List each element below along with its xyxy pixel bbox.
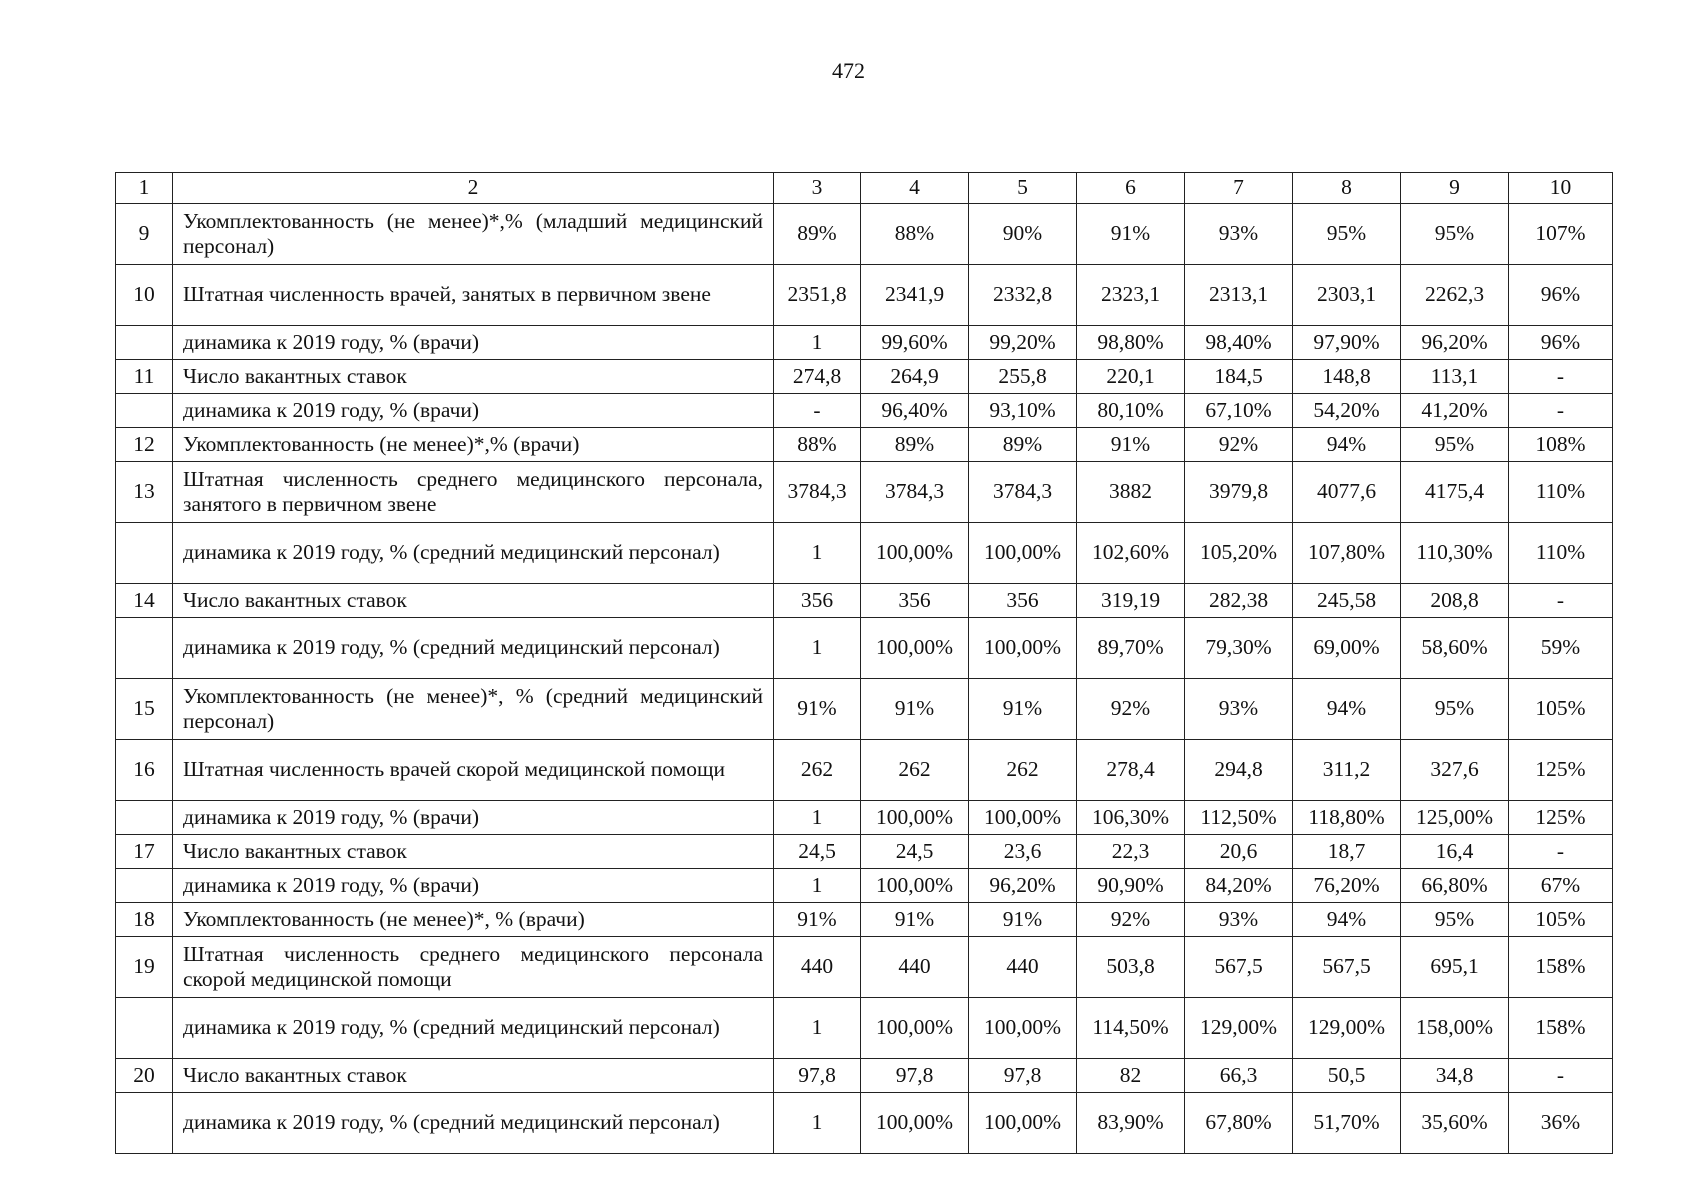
value-cell: 97,8 (861, 1059, 969, 1093)
table-row (116, 835, 1613, 869)
value-cell: 92% (1077, 903, 1185, 937)
value-cell: 184,5 (1185, 360, 1293, 394)
value-cell: 92% (1185, 428, 1293, 462)
value-cell: 102,60% (1077, 523, 1185, 584)
indicator-name-cell: динамика к 2019 году, % (врачи) (173, 394, 774, 428)
value-cell: 3979,8 (1185, 462, 1293, 523)
column-header: 2 (173, 173, 774, 204)
value-cell: 105,20% (1185, 523, 1293, 584)
table-row (116, 265, 1613, 326)
value-cell: 98,40% (1185, 326, 1293, 360)
value-cell: 2351,8 (774, 265, 861, 326)
value-cell: 440 (774, 937, 861, 998)
row-number-cell: 15 (116, 679, 173, 740)
indicator-name-cell: Число вакантных ставок (173, 1059, 774, 1093)
value-cell: 83,90% (1077, 1093, 1185, 1154)
table-row (116, 394, 1613, 428)
value-cell: 67,80% (1185, 1093, 1293, 1154)
value-cell: 95% (1401, 903, 1509, 937)
value-cell: 96% (1509, 265, 1613, 326)
value-cell: 567,5 (1185, 937, 1293, 998)
value-cell: 97,8 (774, 1059, 861, 1093)
value-cell: 3784,3 (774, 462, 861, 523)
value-cell: 69,00% (1293, 618, 1401, 679)
value-cell: 97,90% (1293, 326, 1401, 360)
table-row (116, 1059, 1613, 1093)
value-cell: 100,00% (861, 801, 969, 835)
table-row (116, 326, 1613, 360)
column-header: 8 (1293, 173, 1401, 204)
indicator-name-cell: динамика к 2019 году, % (средний медицинский персонал) (173, 1093, 774, 1154)
value-cell: 158% (1509, 998, 1613, 1059)
indicator-name-cell: Укомплектованность (не менее)*, % (врачи) (173, 903, 774, 937)
value-cell: 1 (774, 1093, 861, 1154)
value-cell: 89% (774, 204, 861, 265)
value-cell: 95% (1293, 204, 1401, 265)
value-cell: 23,6 (969, 835, 1077, 869)
value-cell: 100,00% (969, 523, 1077, 584)
value-cell: 66,3 (1185, 1059, 1293, 1093)
value-cell: 94% (1293, 428, 1401, 462)
value-cell: 91% (861, 903, 969, 937)
indicator-name-cell: Число вакантных ставок (173, 835, 774, 869)
value-cell: 107% (1509, 204, 1613, 265)
value-cell: 91% (1077, 204, 1185, 265)
value-cell: 3882 (1077, 462, 1185, 523)
value-cell: 3784,3 (969, 462, 1077, 523)
value-cell: 695,1 (1401, 937, 1509, 998)
value-cell: 2303,1 (1293, 265, 1401, 326)
value-cell: 93% (1185, 903, 1293, 937)
value-cell: 158,00% (1401, 998, 1509, 1059)
value-cell: - (1509, 360, 1613, 394)
row-number-cell: 20 (116, 1059, 173, 1093)
value-cell: 129,00% (1293, 998, 1401, 1059)
table-row (116, 998, 1613, 1059)
value-cell: 118,80% (1293, 801, 1401, 835)
value-cell: 67% (1509, 869, 1613, 903)
row-number-cell: 9 (116, 204, 173, 265)
table-row (116, 937, 1613, 998)
indicator-name-cell: Число вакантных ставок (173, 584, 774, 618)
row-number-cell (116, 998, 173, 1059)
value-cell: 503,8 (1077, 937, 1185, 998)
value-cell: 24,5 (774, 835, 861, 869)
value-cell: 107,80% (1293, 523, 1401, 584)
value-cell: 97,8 (969, 1059, 1077, 1093)
value-cell: 1 (774, 801, 861, 835)
value-cell: 262 (861, 740, 969, 801)
indicator-name-cell: Штатная численность среднего медицинского персонала скорой медицинской помощи (173, 937, 774, 998)
row-number-cell: 17 (116, 835, 173, 869)
value-cell: 113,1 (1401, 360, 1509, 394)
column-header: 1 (116, 173, 173, 204)
value-cell: 2323,1 (1077, 265, 1185, 326)
value-cell: 567,5 (1293, 937, 1401, 998)
value-cell: 105% (1509, 679, 1613, 740)
value-cell: 110,30% (1401, 523, 1509, 584)
value-cell: 148,8 (1293, 360, 1401, 394)
table-row (116, 204, 1613, 265)
indicator-name-cell: динамика к 2019 году, % (врачи) (173, 326, 774, 360)
value-cell: 51,70% (1293, 1093, 1401, 1154)
table-row (116, 740, 1613, 801)
value-cell: 98,80% (1077, 326, 1185, 360)
row-number-cell: 11 (116, 360, 173, 394)
value-cell: 96,40% (861, 394, 969, 428)
value-cell: 262 (969, 740, 1077, 801)
value-cell: 93% (1185, 204, 1293, 265)
value-cell: 96% (1509, 326, 1613, 360)
value-cell: 105% (1509, 903, 1613, 937)
indicator-name-cell: динамика к 2019 году, % (средний медицинский персонал) (173, 998, 774, 1059)
column-header: 5 (969, 173, 1077, 204)
value-cell: 282,38 (1185, 584, 1293, 618)
value-cell: 94% (1293, 903, 1401, 937)
column-header: 9 (1401, 173, 1509, 204)
value-cell: 79,30% (1185, 618, 1293, 679)
value-cell: 327,6 (1401, 740, 1509, 801)
value-cell: 100,00% (969, 618, 1077, 679)
value-cell: 106,30% (1077, 801, 1185, 835)
table-row (116, 801, 1613, 835)
column-header: 10 (1509, 173, 1613, 204)
table-row (116, 903, 1613, 937)
value-cell: 50,5 (1293, 1059, 1401, 1093)
value-cell: 91% (861, 679, 969, 740)
value-cell: 41,20% (1401, 394, 1509, 428)
value-cell: 1 (774, 618, 861, 679)
value-cell: - (774, 394, 861, 428)
value-cell: - (1509, 584, 1613, 618)
value-cell: 220,1 (1077, 360, 1185, 394)
value-cell: 90% (969, 204, 1077, 265)
value-cell: 58,60% (1401, 618, 1509, 679)
row-number-cell: 14 (116, 584, 173, 618)
value-cell: 95% (1401, 204, 1509, 265)
row-number-cell: 10 (116, 265, 173, 326)
table-row (116, 679, 1613, 740)
value-cell: 1 (774, 326, 861, 360)
value-cell: 356 (969, 584, 1077, 618)
value-cell: 262 (774, 740, 861, 801)
value-cell: 80,10% (1077, 394, 1185, 428)
value-cell: 92% (1077, 679, 1185, 740)
value-cell: 82 (1077, 1059, 1185, 1093)
value-cell: 108% (1509, 428, 1613, 462)
value-cell: 110% (1509, 462, 1613, 523)
value-cell: 311,2 (1293, 740, 1401, 801)
value-cell: 34,8 (1401, 1059, 1509, 1093)
value-cell: 356 (861, 584, 969, 618)
value-cell: 88% (861, 204, 969, 265)
value-cell: 158% (1509, 937, 1613, 998)
value-cell: 18,7 (1293, 835, 1401, 869)
table-row (116, 584, 1613, 618)
value-cell: 100,00% (861, 1093, 969, 1154)
value-cell: 125,00% (1401, 801, 1509, 835)
value-cell: - (1509, 394, 1613, 428)
value-cell: 114,50% (1077, 998, 1185, 1059)
value-cell: 91% (774, 679, 861, 740)
value-cell: 125% (1509, 801, 1613, 835)
value-cell: 100,00% (861, 523, 969, 584)
indicator-name-cell: Укомплектованность (не менее)*, % (средний медицинский персонал) (173, 679, 774, 740)
row-number-cell (116, 326, 173, 360)
value-cell: 91% (1077, 428, 1185, 462)
value-cell: 91% (969, 903, 1077, 937)
value-cell: 129,00% (1185, 998, 1293, 1059)
indicator-name-cell: Штатная численность среднего медицинского персонала, занятого в первичном звене (173, 462, 774, 523)
value-cell: 100,00% (861, 998, 969, 1059)
value-cell: 1 (774, 998, 861, 1059)
value-cell: 93% (1185, 679, 1293, 740)
table-row (116, 869, 1613, 903)
indicator-name-cell: Укомплектованность (не менее)*,% (младший медицинский персонал) (173, 204, 774, 265)
value-cell: 89,70% (1077, 618, 1185, 679)
value-cell: 66,80% (1401, 869, 1509, 903)
table-header-row (116, 173, 1613, 204)
column-header: 6 (1077, 173, 1185, 204)
value-cell: 208,8 (1401, 584, 1509, 618)
row-number-cell: 16 (116, 740, 173, 801)
value-cell: 1 (774, 869, 861, 903)
value-cell: 100,00% (969, 1093, 1077, 1154)
value-cell: 76,20% (1293, 869, 1401, 903)
staffing-table (115, 172, 1613, 1154)
row-number-cell: 12 (116, 428, 173, 462)
table-row (116, 462, 1613, 523)
value-cell: 110% (1509, 523, 1613, 584)
value-cell: 91% (969, 679, 1077, 740)
value-cell: 22,3 (1077, 835, 1185, 869)
value-cell: 274,8 (774, 360, 861, 394)
value-cell: 84,20% (1185, 869, 1293, 903)
value-cell: 54,20% (1293, 394, 1401, 428)
value-cell: 16,4 (1401, 835, 1509, 869)
value-cell: 100,00% (861, 618, 969, 679)
row-number-cell: 18 (116, 903, 173, 937)
value-cell: 67,10% (1185, 394, 1293, 428)
value-cell: 35,60% (1401, 1093, 1509, 1154)
value-cell: 100,00% (861, 869, 969, 903)
value-cell: 59% (1509, 618, 1613, 679)
value-cell: 94% (1293, 679, 1401, 740)
value-cell: 440 (969, 937, 1077, 998)
value-cell: 91% (774, 903, 861, 937)
value-cell: 96,20% (969, 869, 1077, 903)
value-cell: 4077,6 (1293, 462, 1401, 523)
indicator-name-cell: Штатная численность врачей скорой медицинской помощи (173, 740, 774, 801)
table-row (116, 523, 1613, 584)
row-number-cell (116, 523, 173, 584)
value-cell: 255,8 (969, 360, 1077, 394)
value-cell: 95% (1401, 428, 1509, 462)
value-cell: 319,19 (1077, 584, 1185, 618)
column-header: 3 (774, 173, 861, 204)
value-cell: 93,10% (969, 394, 1077, 428)
value-cell: 96,20% (1401, 326, 1509, 360)
value-cell: 100,00% (969, 801, 1077, 835)
value-cell: 278,4 (1077, 740, 1185, 801)
table-row (116, 1093, 1613, 1154)
indicator-name-cell: динамика к 2019 году, % (врачи) (173, 869, 774, 903)
value-cell: - (1509, 1059, 1613, 1093)
value-cell: 2262,3 (1401, 265, 1509, 326)
row-number-cell (116, 1093, 173, 1154)
value-cell: 2313,1 (1185, 265, 1293, 326)
value-cell: 20,6 (1185, 835, 1293, 869)
value-cell: 440 (861, 937, 969, 998)
value-cell: 88% (774, 428, 861, 462)
row-number-cell (116, 618, 173, 679)
table-row (116, 428, 1613, 462)
indicator-name-cell: Штатная численность врачей, занятых в первичном звене (173, 265, 774, 326)
value-cell: 100,00% (969, 998, 1077, 1059)
value-cell: 90,90% (1077, 869, 1185, 903)
value-cell: 112,50% (1185, 801, 1293, 835)
value-cell: 3784,3 (861, 462, 969, 523)
indicator-name-cell: Укомплектованность (не менее)*,% (врачи) (173, 428, 774, 462)
value-cell: 2341,9 (861, 265, 969, 326)
value-cell: 99,20% (969, 326, 1077, 360)
value-cell: 1 (774, 523, 861, 584)
row-number-cell: 13 (116, 462, 173, 523)
value-cell: 99,60% (861, 326, 969, 360)
table-row (116, 618, 1613, 679)
value-cell: 36% (1509, 1093, 1613, 1154)
row-number-cell: 19 (116, 937, 173, 998)
page-number: 472 (832, 58, 865, 83)
value-cell: 24,5 (861, 835, 969, 869)
value-cell: 95% (1401, 679, 1509, 740)
indicator-name-cell: Число вакантных ставок (173, 360, 774, 394)
row-number-cell (116, 394, 173, 428)
indicator-name-cell: динамика к 2019 году, % (средний медицинский персонал) (173, 523, 774, 584)
value-cell: 125% (1509, 740, 1613, 801)
value-cell: 4175,4 (1401, 462, 1509, 523)
row-number-cell (116, 869, 173, 903)
indicator-name-cell: динамика к 2019 году, % (врачи) (173, 801, 774, 835)
value-cell: 89% (861, 428, 969, 462)
value-cell: 356 (774, 584, 861, 618)
table-row (116, 360, 1613, 394)
column-header: 7 (1185, 173, 1293, 204)
column-header: 4 (861, 173, 969, 204)
value-cell: 294,8 (1185, 740, 1293, 801)
value-cell: 264,9 (861, 360, 969, 394)
value-cell: - (1509, 835, 1613, 869)
indicator-name-cell: динамика к 2019 году, % (средний медицинский персонал) (173, 618, 774, 679)
row-number-cell (116, 801, 173, 835)
value-cell: 245,58 (1293, 584, 1401, 618)
value-cell: 89% (969, 428, 1077, 462)
value-cell: 2332,8 (969, 265, 1077, 326)
